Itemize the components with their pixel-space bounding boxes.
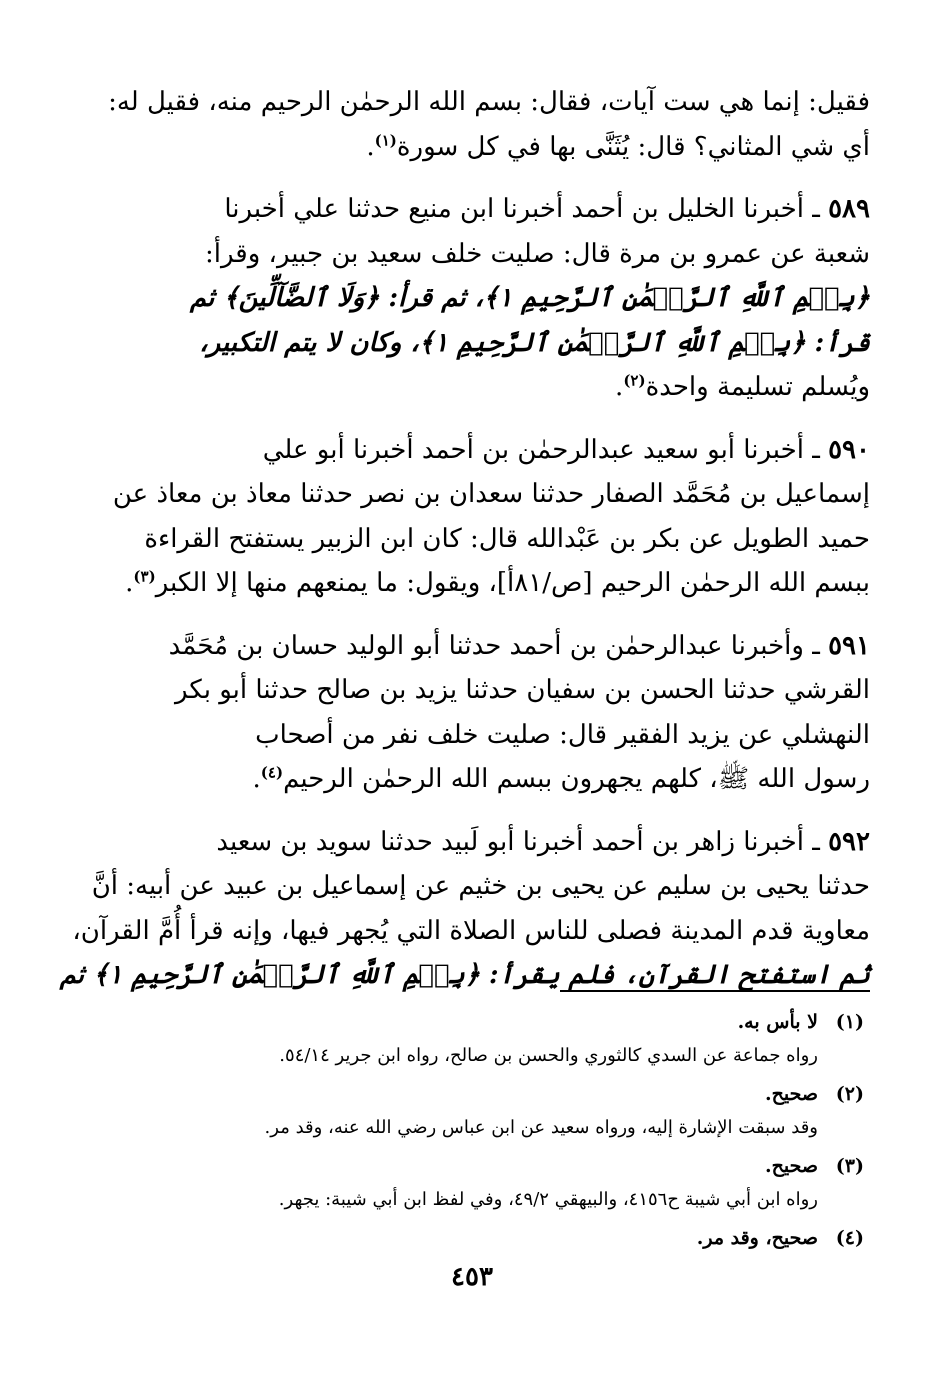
text-segment: .: [125, 568, 134, 598]
footnote-grade: صحيح، وقد مر.: [696, 1227, 818, 1249]
hadith-592: [59, 820, 870, 998]
footnote-grade: صحيح.: [764, 1155, 818, 1177]
text-line: القرشي حدثنا الحسن بن سفيان حدثنا يزيد بن صالح حدثنا أبو بكر: [175, 675, 870, 705]
text-line: [92, 428, 870, 473]
footnotes: [164, 1005, 864, 1255]
text-line-quran: ﴿بِسۡمِ ٱللَّهِ ٱلرَّحۡمَٰنِ ٱلرَّحِيمِ ١﴾، ثم قرأ: ﴿وَلَا ٱلضَّآلِّينَ﴾ ثم: [189, 283, 870, 313]
hadith-number: ٥٨٩: [828, 194, 870, 224]
text-segment: ويُسلم تسليمة واحدة: [645, 372, 870, 402]
text-line: حدثنا يحيى بن سليم عن يحيى بن خثيم عن إسماعيل بن عبيد عن أبيه: أنَّ: [91, 871, 870, 901]
hadith-number: ٥٩٢: [828, 826, 870, 857]
footnote-ref[interactable]: (٣): [133, 567, 156, 586]
text-line: [92, 757, 870, 802]
text-line: [92, 125, 870, 170]
footnote-detail: رواه جماعة عن السدي كالثوري والحسن بن صالح، رواه ابن جرير ٥٤/١٤.: [279, 1045, 818, 1066]
text-segment: رسول الله ﷺ، كلهم يجهرون ببسم الله الرحمٰن الرحيم: [283, 764, 870, 794]
text-line: معاوية قدم المدينة فصلى للناس الصلاة التي يُجهر فيها، وإنه قرأ أُمَّ القرآن،: [72, 915, 870, 946]
text-segment: .: [366, 131, 375, 162]
text-segment: .: [252, 764, 261, 794]
paragraph-intro: [92, 80, 870, 169]
main-text: [59, 80, 870, 998]
text-line: [92, 365, 870, 410]
footnote-3: [164, 1149, 864, 1183]
footnote-grade: لا بأس به.: [737, 1011, 818, 1033]
hadith-591: [92, 624, 870, 802]
text-line-quran: قرأ: ﴿بِسۡمِ ٱللَّهِ ٱلرَّحۡمَٰنِ ٱلرَّحِيمِ ١﴾، وكان لا يتم التكبير،: [199, 327, 870, 358]
text-segment: ـ أخبرنا الخليل بن أحمد أخبرنا ابن منيع حدثنا علي أخبرنا: [224, 194, 820, 224]
footnote-number: (٢): [835, 1083, 864, 1105]
hadith-590: [92, 428, 870, 606]
page-number: ٤٥٣: [451, 1262, 493, 1292]
text-line-quran: ثم استفتح القرآن، فلم يقرأ: ﴿بِسۡمِ ٱللَّهِ ٱلرَّحۡمَٰنِ ٱلرَّحِيمِ ١﴾ ثم: [59, 960, 870, 990]
footnote-ref[interactable]: (٢): [623, 371, 646, 390]
footnote-separator: [560, 990, 870, 992]
text-line: حميد الطويل عن بكر بن عَبْدالله قال: كان ابن الزبير يستفتح القراءة: [144, 523, 870, 554]
text-line: [92, 561, 870, 606]
text-line: [92, 187, 870, 232]
footnote-number: (٣): [835, 1155, 864, 1177]
text-segment: ـ وأخبرنا عبدالرحمٰن بن أحمد حدثنا أبو الوليد حسان بن مُحَمَّد: [168, 630, 820, 661]
footnote-number: (١): [835, 1011, 864, 1033]
footnote-4: [164, 1221, 864, 1255]
hadith-number: ٥٩٠: [828, 434, 870, 465]
text-segment: .: [615, 372, 624, 402]
text-segment: ببسم الله الرحمٰن الرحيم [ص/٨١أ]، ويقول: ما يمنعهم منها إلا الكبر: [155, 568, 870, 598]
text-line: النهشلي عن يزيد الفقير قال: صليت خلف نفر من أصحاب: [255, 719, 870, 750]
footnote-ref[interactable]: (٤): [260, 763, 284, 782]
text-segment: ـ أخبرنا زاهر بن أحمد أخبرنا أبو لَبيد حدثنا سويد بن سعيد: [216, 826, 820, 857]
footnote-detail: رواه ابن أبي شيبة ح٤١٥٦، والبيهقي ٤٩/٢، وفي لفظ ابن أبي شيبة: يجهر.: [278, 1189, 818, 1210]
text-segment: ـ أخبرنا أبو سعيد عبدالرحمٰن بن أحمد أخبرنا أبو علي: [262, 434, 820, 465]
footnote-ref[interactable]: (١): [374, 130, 397, 149]
footnote-grade: صحيح.: [764, 1083, 818, 1105]
text-line: [92, 624, 870, 669]
footnote-number: (٤): [835, 1227, 864, 1249]
hadith-589: [92, 187, 870, 410]
hadith-number: ٥٩١: [828, 630, 870, 661]
footnote-2: [164, 1077, 864, 1111]
text-line: فقيل: إنما هي ست آيات، فقال: بسم الله الرحمٰن الرحيم منه، فقيل له:: [108, 87, 870, 117]
text-line: إسماعيل بن مُحَمَّد الصفار حدثنا سعدان بن نصر حدثنا معاذ بن معاذ عن: [112, 479, 870, 509]
text-line: شعبة عن عمرو بن مرة قال: صليت خلف سعيد بن جبير، وقرأ:: [204, 238, 870, 269]
footnote-detail: وقد سبقت الإشارة إليه، ورواه سعيد عن ابن عباس رضي الله عنه، وقد مر.: [264, 1117, 818, 1138]
text-line: [92, 820, 870, 865]
footnote-1: [164, 1005, 864, 1039]
text-segment: أي شي المثاني؟ قال: يُثَنَّى بها في كل سورة: [396, 131, 870, 162]
